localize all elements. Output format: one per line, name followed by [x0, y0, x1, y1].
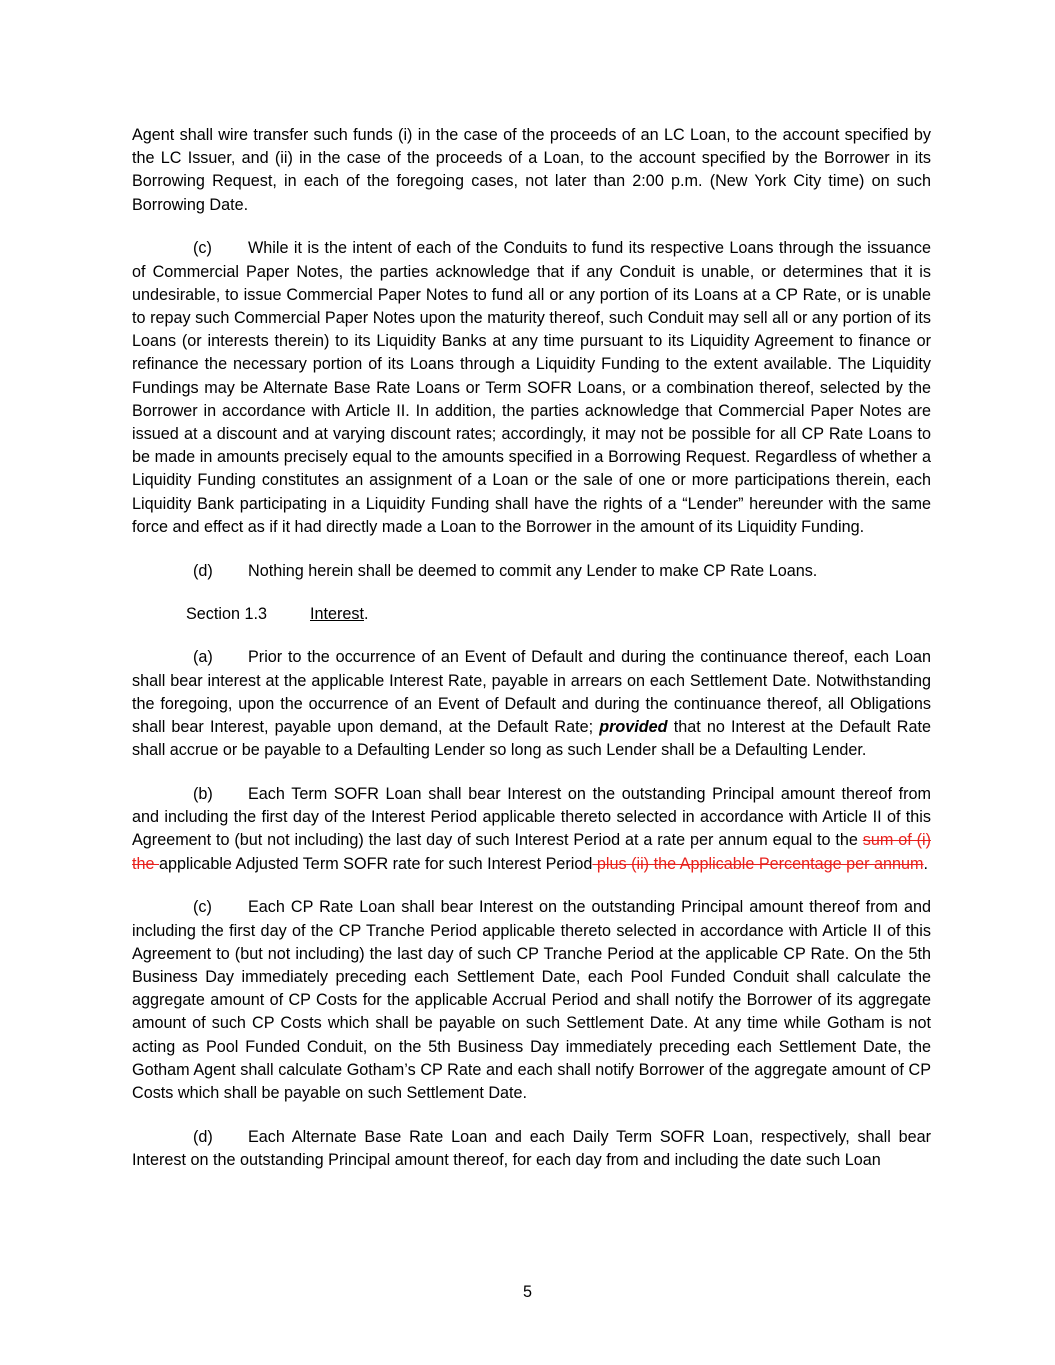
paragraph-d-label: (d): [193, 561, 213, 580]
section-heading: [132, 603, 931, 626]
paragraph-d-text: Nothing herein shall be deemed to commit any Lender to make CP Rate Loans.: [248, 561, 818, 580]
paragraph-b-text-after: .: [923, 854, 929, 873]
paragraph-intro-text: Agent shall wire transfer such funds (i) in the case of the proceeds of an LC Loan, to the account specified by the LC Issuer, and (ii) in the case of the proceeds of a Loan, to the account specified by the Borrower in its Borrowing Request, in each of the foregoing cases, not later than 2:00 p.m. (New York City time) on such Borrowing Date.: [132, 126, 931, 214]
paragraph-b-text-before: Each Term SOFR Loan shall bear Interest on the outstanding Principal amount thereof from and including the first day of the Interest Period applicable thereto selected in accordance with Article II of this Agreement to (but not including) the last day of such Interest Period at a rate per annum equal to the: [132, 785, 931, 850]
paragraph-c-conduits: [132, 237, 931, 539]
paragraph-a-interest: [132, 646, 931, 762]
paragraph-b-text-middle: applicable Adjusted Term SOFR rate for such Interest Period: [159, 854, 593, 873]
paragraph-b-deleted-1: sum of (i) the: [132, 831, 931, 873]
paragraph-b-label: (b): [193, 785, 213, 804]
paragraph-c-text: While it is the intent of each of the Conduits to fund its respective Loans through the issuance of Commercial Paper Notes, the parties acknowledge that if any Conduit is unable, or determines that it is undesirable, to issue Commercial Paper Notes to fund all or any portion of its Loans at a CP Rate, or is unable to repay such Commercial Paper Notes upon the maturity thereof, such Conduit may sell all or any portion of its Loans (or interests therein) to its Liquidity Banks at any time pursuant to its Liquidity Agreement to finance or refinance the necessary portion of its Loans through a Liquidity Funding to the extent available. The Liquidity Fundings may be Alternate Base Rate Loans or Term SOFR Loans, or a combination thereof, selected by the Borrower in accordance with Article II. In addition, the parties acknowledge that Commercial Paper Notes are issued at a discount and at varying discount rates; accordingly, it may not be possible for all CP Rate Loans to be made in amounts precisely equal to the amounts specified in a Borrowing Request. Regardless of whether a Liquidity Funding constitutes an assignment of a Loan or the sale of one or more participations therein, each Liquidity Bank participating in a Liquidity Funding shall have the rights of a “Lender” hereunder with the same force and effect as if it had directly made a Loan to the Borrower in the amount of its Liquidity Funding.: [132, 239, 931, 536]
paragraph-d2-text: Each Alternate Base Rate Loan and each Daily Term SOFR Loan, respectively, shall bear Interest on the outstanding Principal amount thereof, for each day from and including the date such Loan: [132, 1127, 931, 1170]
section-number: Section 1.3: [186, 604, 267, 623]
section-title-suffix: .: [364, 604, 369, 623]
paragraph-d-commit: [132, 560, 931, 583]
section-title: Interest: [310, 604, 364, 623]
paragraph-intro: [132, 124, 931, 217]
paragraph-c2-text: Each CP Rate Loan shall bear Interest on the outstanding Principal amount thereof from and including the first day of the CP Tranche Period applicable thereto selected in accordance with Article II of this Agreement to (but not including) the last day of such CP Tranche Period at the applicable CP Rate. On the 5th Business Day immediately preceding each Settlement Date, each Pool Funded Conduit shall calculate the aggregate amount of CP Costs for the applicable Accrual Period and shall notify the Borrower of its aggregate amount of such CP Costs which shall be payable on such Settlement Date. At any time while Gotham is not acting as Pool Funded Conduit, on the 5th Business Day immediately preceding each Settlement Date, the Gotham Agent shall calculate Gotham’s CP Rate and each shall notify Borrower of the aggregate amount of CP Costs which shall be payable on such Settlement Date.: [132, 898, 931, 1103]
paragraph-a-emphasis: provided: [599, 718, 668, 737]
paragraph-c2-label: (c): [193, 898, 212, 917]
paragraph-c-label: (c): [193, 239, 212, 258]
paragraph-b-term-sofr: [132, 783, 931, 876]
paragraph-b-deleted-2: plus (ii) the Applicable Percentage per annum: [592, 854, 924, 873]
page-number: 5: [522, 1283, 532, 1301]
paragraph-c-cp-rate: [132, 896, 931, 1105]
paragraph-a-text-after: that no Interest at the Default Rate shall accrue or be payable to a Defaulting Lender so long as such Lender shall be a Defaulting Lender.: [132, 718, 931, 760]
paragraph-a-text-before: Prior to the occurrence of an Event of Default and during the continuance thereof, each Loan shall bear interest at the applicable Interest Rate, payable in arrears on each Settlement Date. Notwithstanding the foregoing, upon the occurrence of an Event of Default and during the continuance thereof, all Obligations shall bear Interest, payable upon demand, at the Default Rate;: [132, 648, 931, 737]
paragraph-d2-label: (d): [193, 1127, 213, 1146]
paragraph-a-label: (a): [193, 648, 213, 667]
document-body: [132, 124, 931, 1193]
paragraph-d-alternate-base: [132, 1126, 931, 1172]
